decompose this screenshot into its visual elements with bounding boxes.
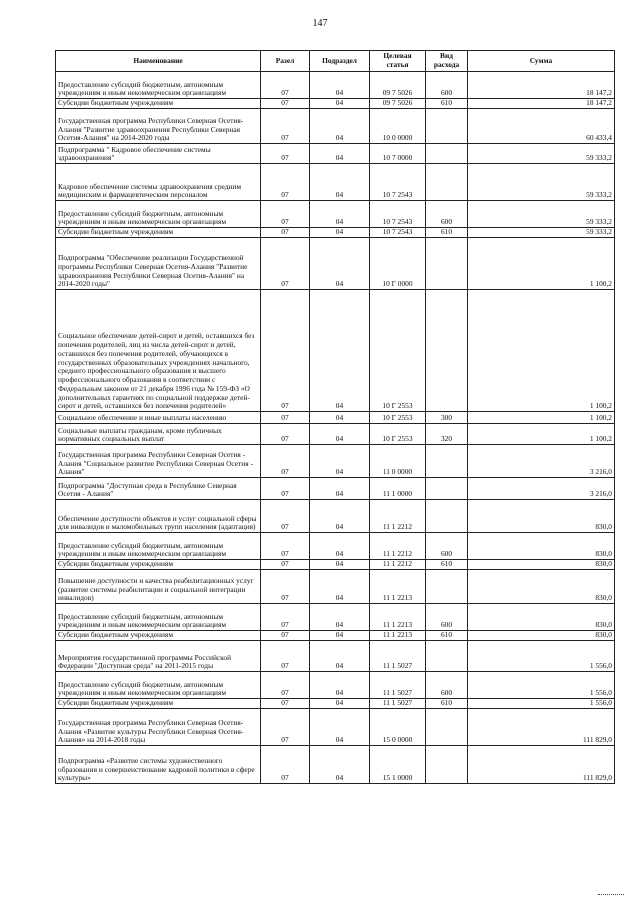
cell-expense [426, 746, 468, 784]
column-header-section: Разел [261, 51, 310, 72]
cell-target: 11 1 2212 [370, 533, 426, 560]
cell-section: 07 [261, 445, 310, 478]
cell-name: Субсидии бюджетным учреждениям [56, 560, 261, 570]
cell-subsection: 04 [310, 560, 370, 570]
cell-section: 07 [261, 604, 310, 631]
table-row [56, 228, 615, 238]
cell-name: Предоставление субсидий бюджетным, автономным учреждениям и иным некоммерческим организациям [56, 201, 261, 228]
cell-target: 11 1 2213 [370, 604, 426, 631]
cell-section: 07 [261, 478, 310, 500]
page-number: 147 [312, 18, 328, 29]
cell-sum: 830,0 [468, 500, 615, 533]
cell-name: Государственная программа Республики Северная Осетия-Алания "Развитие здравоохранения Республики Северная Осетия-Алания" на 2014-2020 годы [56, 109, 261, 144]
cell-target: 10 7 2543 [370, 201, 426, 228]
cell-sum: 111 829,0 [468, 709, 615, 746]
cell-target: 10 7 2543 [370, 228, 426, 238]
cell-section: 07 [261, 144, 310, 164]
cell-section: 07 [261, 746, 310, 784]
cell-expense: 600 [426, 72, 468, 99]
table-row [56, 746, 615, 784]
cell-name: Социальное обеспечение и иные выплаты населению [56, 412, 261, 424]
cell-name: Повышение доступности и качества реабилитационных услуг (развитие системы реабилитации и социальной интеграции инвалидов) [56, 570, 261, 604]
cell-target: 11 1 5027 [370, 699, 426, 709]
cell-expense: 610 [426, 228, 468, 238]
cell-target: 10 0 0000 [370, 109, 426, 144]
cell-target: 10 Г 2553 [370, 412, 426, 424]
cell-sum: 1 100,2 [468, 412, 615, 424]
cell-sum: 3 216,0 [468, 445, 615, 478]
cell-target: 10 Г 2553 [370, 290, 426, 412]
cell-subsection: 04 [310, 746, 370, 784]
cell-expense: 300 [426, 412, 468, 424]
cell-subsection: 04 [310, 672, 370, 699]
budget-table [55, 50, 615, 784]
cell-sum: 59 333,2 [468, 228, 615, 238]
cell-target: 09 7 5026 [370, 99, 426, 109]
cell-sum: 830,0 [468, 533, 615, 560]
cell-expense: 610 [426, 560, 468, 570]
cell-section: 07 [261, 412, 310, 424]
table-row [56, 533, 615, 560]
cell-target: 11 1 5027 [370, 641, 426, 672]
cell-expense: 600 [426, 672, 468, 699]
cell-name: Государственная программа Республики Северная Осетия-Алания «Развитие культуры Республики Северная Осетия-Алания» на 2014-2018 годы [56, 709, 261, 746]
cell-name: Предоставление субсидий бюджетным, автономным учреждениям и иным некоммерческим организациям [56, 604, 261, 631]
cell-expense [426, 164, 468, 201]
column-header-name: Наименование [56, 51, 261, 72]
table-row [56, 144, 615, 164]
cell-sum: 1 556,0 [468, 699, 615, 709]
cell-name: Подпрограмма " Кадровое обеспечение системы здравоохранения" [56, 144, 261, 164]
column-header-sum: Сумма [468, 51, 615, 72]
cell-target: 11 1 0000 [370, 478, 426, 500]
table-row [56, 424, 615, 445]
cell-sum: 3 216,0 [468, 478, 615, 500]
cell-name: Субсидии бюджетным учреждениям [56, 99, 261, 109]
cell-target: 11 1 2213 [370, 631, 426, 641]
cell-expense [426, 478, 468, 500]
cell-subsection: 04 [310, 709, 370, 746]
cell-sum: 59 333,2 [468, 144, 615, 164]
column-header-expense: Вид расхода [426, 51, 468, 72]
cell-section: 07 [261, 228, 310, 238]
cell-name: Социальные выплаты гражданам, кроме публичных нормативных социальных выплат [56, 424, 261, 445]
column-header-subsection: Подраздел [310, 51, 370, 72]
cell-target: 11 1 2213 [370, 570, 426, 604]
cell-target: 15 0 0000 [370, 709, 426, 746]
cell-section: 07 [261, 560, 310, 570]
cell-subsection: 04 [310, 238, 370, 290]
cell-subsection: 04 [310, 699, 370, 709]
cell-expense [426, 144, 468, 164]
cell-section: 07 [261, 533, 310, 560]
cell-subsection: 04 [310, 412, 370, 424]
cell-expense [426, 570, 468, 604]
cell-target: 11 1 2212 [370, 560, 426, 570]
table-row [56, 699, 615, 709]
table-row [56, 72, 615, 99]
cell-subsection: 04 [310, 99, 370, 109]
cell-expense [426, 238, 468, 290]
cell-subsection: 04 [310, 445, 370, 478]
cell-section: 07 [261, 424, 310, 445]
cell-name: Подпрограмма «Развитие системы художественного образования и совершенствование кадровой политики в сфере культуры» [56, 746, 261, 784]
cell-target: 10 Г 2553 [370, 424, 426, 445]
cell-name: Предоставление субсидий бюджетным, автономным учреждениям и иным некоммерческим организациям [56, 533, 261, 560]
table-row [56, 478, 615, 500]
cell-expense: 320 [426, 424, 468, 445]
cell-subsection: 04 [310, 478, 370, 500]
cell-expense [426, 109, 468, 144]
cell-sum: 1 100,2 [468, 290, 615, 412]
table-row [56, 570, 615, 604]
cell-name: Государственная программа Республики Северная Осетия - Алания "Социальное развитие Республики Северная Осетия - Алания" [56, 445, 261, 478]
table-row [56, 631, 615, 641]
cell-section: 07 [261, 99, 310, 109]
cell-sum: 830,0 [468, 631, 615, 641]
cell-target: 11 1 2212 [370, 500, 426, 533]
cell-section: 07 [261, 238, 310, 290]
table-row [56, 604, 615, 631]
cell-sum: 18 147,2 [468, 72, 615, 99]
cell-expense: 610 [426, 99, 468, 109]
column-header-target: Целевая статья [370, 51, 426, 72]
cell-section: 07 [261, 500, 310, 533]
cell-name: Кадровое обеспечение системы здравоохранения средним медицинским и фармацевтическим персоналом [56, 164, 261, 201]
cell-subsection: 04 [310, 631, 370, 641]
table-row [56, 709, 615, 746]
cell-expense: 610 [426, 631, 468, 641]
cell-section: 07 [261, 164, 310, 201]
cell-name: Подпрограмма "Доступная среда в Республике Северная Осетия - Алания" [56, 478, 261, 500]
cell-target: 10 7 0000 [370, 144, 426, 164]
cell-sum: 1 556,0 [468, 641, 615, 672]
table-row [56, 201, 615, 228]
cell-sum: 59 333,2 [468, 201, 615, 228]
cell-sum: 1 556,0 [468, 672, 615, 699]
cell-target: 10 7 2543 [370, 164, 426, 201]
cell-section: 07 [261, 72, 310, 99]
cell-expense: 600 [426, 533, 468, 560]
cell-target: 11 1 5027 [370, 672, 426, 699]
cell-name: Обеспечение доступности объектов и услуг социальной сферы для инвалидов и маломобильных групп населения (адаптация) [56, 500, 261, 533]
cell-sum: 830,0 [468, 570, 615, 604]
cell-expense [426, 641, 468, 672]
cell-sum: 830,0 [468, 560, 615, 570]
cell-expense: 610 [426, 699, 468, 709]
table-row [56, 500, 615, 533]
cell-section: 07 [261, 709, 310, 746]
table-row [56, 560, 615, 570]
cell-section: 07 [261, 109, 310, 144]
cell-sum: 59 333,2 [468, 164, 615, 201]
table-row [56, 290, 615, 412]
cell-expense [426, 445, 468, 478]
cell-sum: 830,0 [468, 604, 615, 631]
cell-subsection: 04 [310, 164, 370, 201]
cell-target: 09 7 5026 [370, 72, 426, 99]
cell-name: Предоставление субсидий бюджетным, автономным учреждениям и иным некоммерческим организациям [56, 672, 261, 699]
cell-subsection: 04 [310, 604, 370, 631]
table-row [56, 672, 615, 699]
cell-subsection: 04 [310, 533, 370, 560]
cell-section: 07 [261, 570, 310, 604]
cell-section: 07 [261, 201, 310, 228]
cell-sum: 60 433,4 [468, 109, 615, 144]
cell-subsection: 04 [310, 201, 370, 228]
cell-subsection: 04 [310, 500, 370, 533]
cell-subsection: 04 [310, 109, 370, 144]
cell-expense: 600 [426, 604, 468, 631]
table-row [56, 641, 615, 672]
cell-section: 07 [261, 631, 310, 641]
cell-expense [426, 500, 468, 533]
cell-name: Социальное обеспечение детей-сирот и детей, оставшихся без попечения родителей, лиц из числа детей-сирот и детей, оставшихся без попечения родителей, обучающихся в государственных образовательных учреждениях начального, среднего профессионального образования и высшего профессионального образования в соответствии с Федеральным законом от 21 декабря 1996 года № 159-ФЗ «О дополнительных гарантиях по социальной поддержке детей-сирот и детей, оставшихся без попечения родителей» [56, 290, 261, 412]
cell-section: 07 [261, 699, 310, 709]
table-row [56, 445, 615, 478]
cell-subsection: 04 [310, 144, 370, 164]
table-row [56, 412, 615, 424]
cell-expense [426, 709, 468, 746]
cell-section: 07 [261, 290, 310, 412]
cell-name: Субсидии бюджетным учреждениям [56, 631, 261, 641]
cell-name: Субсидии бюджетным учреждениям [56, 228, 261, 238]
cell-name: Субсидии бюджетным учреждениям [56, 699, 261, 709]
cell-name: Предоставление субсидий бюджетным, автономным учреждениям и иным некоммерческим организациям [56, 72, 261, 99]
cell-expense: 600 [426, 201, 468, 228]
cell-sum: 18 147,2 [468, 99, 615, 109]
cell-subsection: 04 [310, 228, 370, 238]
cell-target: 11 0 0000 [370, 445, 426, 478]
cell-expense [426, 290, 468, 412]
table-row [56, 238, 615, 290]
cell-subsection: 04 [310, 290, 370, 412]
cell-subsection: 04 [310, 72, 370, 99]
cell-subsection: 04 [310, 570, 370, 604]
page-corner-mark [598, 894, 624, 895]
cell-subsection: 04 [310, 641, 370, 672]
table-row [56, 99, 615, 109]
table-row [56, 109, 615, 144]
table-header-row [56, 51, 615, 72]
cell-subsection: 04 [310, 424, 370, 445]
cell-sum: 111 829,0 [468, 746, 615, 784]
cell-sum: 1 100,2 [468, 424, 615, 445]
table-row [56, 164, 615, 201]
cell-target: 15 1 0000 [370, 746, 426, 784]
cell-sum: 1 100,2 [468, 238, 615, 290]
cell-name: Мероприятия государственной программы Российской Федерации "Доступная среда" на 2011-2015 годы [56, 641, 261, 672]
cell-section: 07 [261, 641, 310, 672]
cell-section: 07 [261, 672, 310, 699]
cell-target: 10 Г 0000 [370, 238, 426, 290]
cell-name: Подпрограмма "Обеспечение реализации Государственной программы Республики Северная Осетия-Алания "Развитие здравоохранения Республики Северная Осетия-Алания" на 2014-2020 годы" [56, 238, 261, 290]
